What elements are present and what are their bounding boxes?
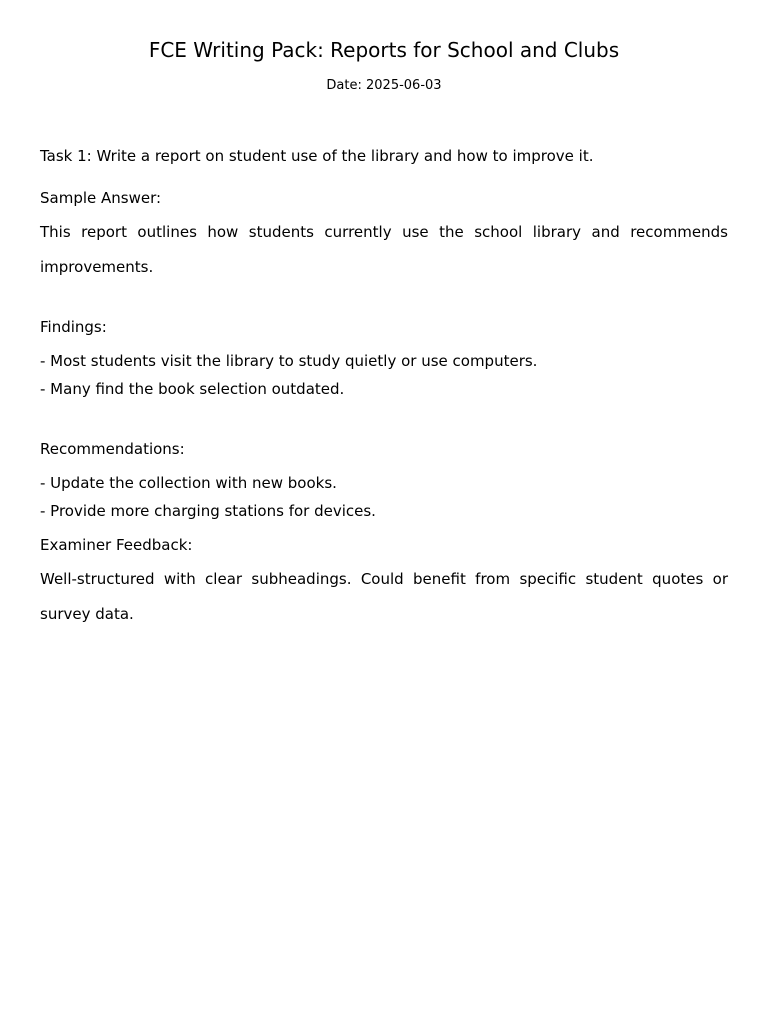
- spacer: [40, 406, 728, 439]
- document-date: Date: 2025-06-03: [326, 78, 442, 93]
- examiner-feedback-label: Examiner Feedback:: [40, 536, 193, 554]
- sample-answer-intro: This report outlines how students currently use the school library and recommends improvements.: [40, 223, 728, 276]
- recommendations-label: Recommendations:: [40, 440, 185, 458]
- findings-item: - Most students visit the library to study quietly or use computers.: [40, 352, 538, 370]
- page-title: FCE Writing Pack: Reports for School and Clubs: [148, 38, 620, 62]
- recommendations-item: - Provide more charging stations for devices.: [40, 501, 376, 520]
- sample-answer-label: Sample Answer:: [40, 189, 162, 207]
- task-prompt: Task 1: Write a report on student use of the library and how to improve it.: [40, 147, 594, 165]
- findings-item: - Many find the book selection outdated.: [40, 379, 345, 398]
- document-body: [40, 146, 728, 631]
- examiner-feedback-text: Well-structured with clear subheadings. Could benefit from specific student quotes or survey data.: [40, 570, 728, 623]
- findings-label: Findings:: [40, 318, 107, 336]
- spacer: [40, 284, 728, 317]
- recommendations-item: - Update the collection with new books.: [40, 474, 337, 492]
